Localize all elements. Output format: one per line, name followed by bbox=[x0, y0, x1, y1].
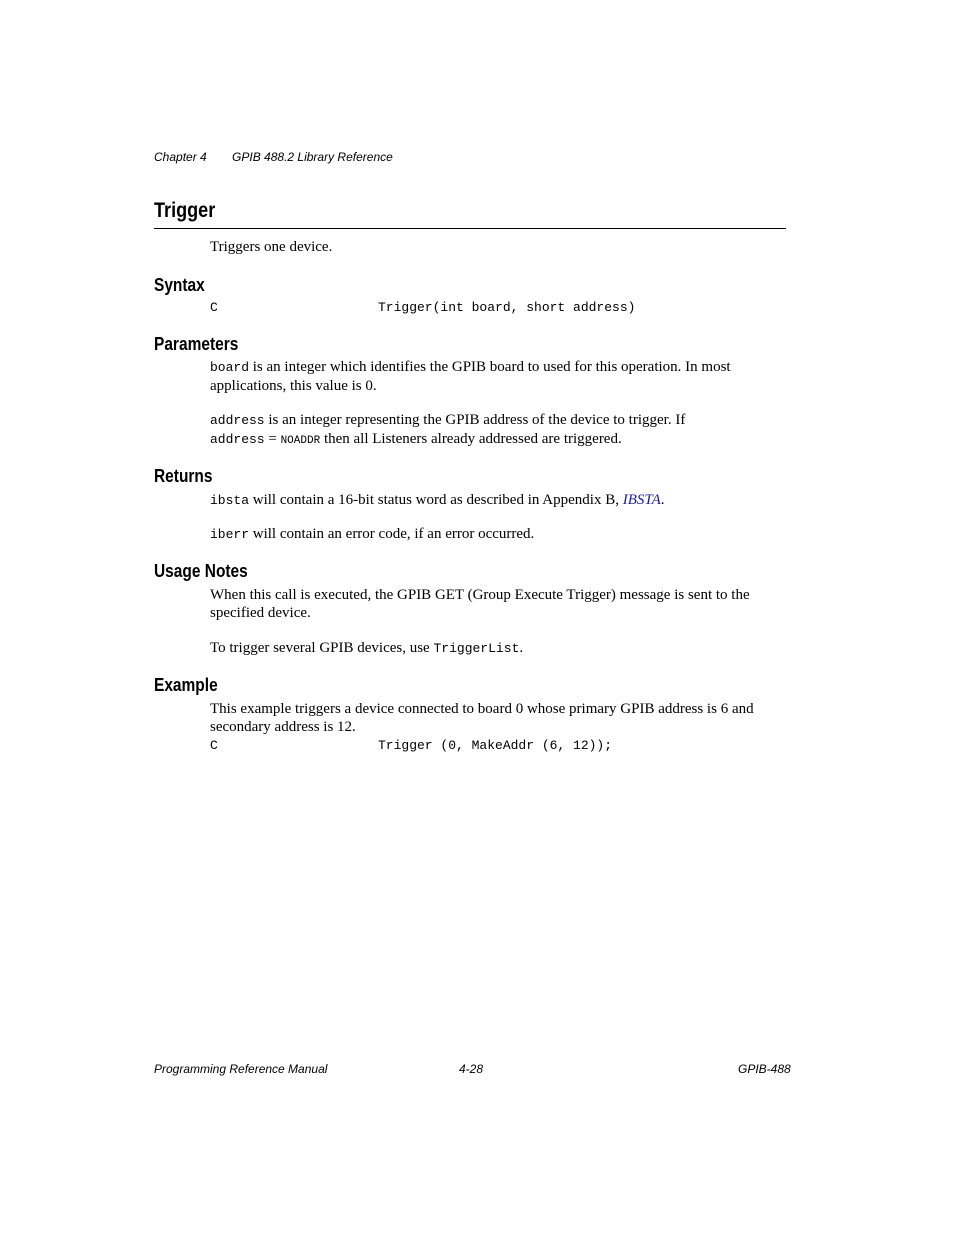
param-board-line1 bbox=[210, 358, 731, 377]
chapter-label: Chapter 4 bbox=[154, 150, 207, 164]
iberr-code: iberr bbox=[210, 527, 250, 542]
example-language: C bbox=[210, 738, 218, 753]
usage-line2: specified device. bbox=[210, 605, 311, 621]
param-address-code: address bbox=[210, 413, 265, 428]
usage-notes-heading: Usage Notes bbox=[154, 561, 248, 581]
example-heading: Example bbox=[154, 675, 218, 695]
syntax-code: Trigger(int board, short address) bbox=[378, 300, 636, 315]
running-header bbox=[154, 150, 393, 164]
returns-ibsta-line bbox=[210, 491, 665, 510]
usage-triggerlist-text: To trigger several GPIB devices, use bbox=[210, 640, 434, 656]
param-board-line2: applications, this value is 0. bbox=[210, 378, 377, 394]
page-title: Trigger bbox=[154, 199, 216, 222]
param-board-code: board bbox=[210, 360, 250, 375]
triggerlist-code: TriggerList bbox=[433, 641, 520, 656]
page-number: 4-28 bbox=[459, 1062, 484, 1076]
ibsta-code: ibsta bbox=[210, 493, 250, 508]
title-rule bbox=[154, 228, 786, 229]
returns-heading: Returns bbox=[154, 466, 213, 486]
footer-right: GPIB-488 bbox=[738, 1062, 791, 1076]
chapter-title: GPIB 488.2 Library Reference bbox=[232, 150, 393, 164]
usage-line3 bbox=[210, 639, 523, 658]
ibsta-link[interactable]: IBSTA bbox=[622, 492, 661, 508]
noaddr-constant: NOADDR bbox=[280, 435, 321, 447]
usage-end: . bbox=[519, 640, 524, 656]
usage-line1: When this call is executed, the GPIB GET (Group Execute Trigger) message is sent to the bbox=[210, 587, 750, 603]
returns-iberr-line bbox=[210, 525, 534, 544]
example-code: Trigger (0, MakeAddr (6, 12)); bbox=[378, 738, 613, 753]
summary-text: Triggers one device. bbox=[210, 239, 333, 255]
example-line2: secondary address is 12. bbox=[210, 719, 356, 735]
footer-left: Programming Reference Manual bbox=[154, 1062, 328, 1076]
param-board-desc: is an integer which identifies the GPIB board to used for this operation. In most bbox=[249, 359, 731, 375]
param-address-desc2: then all Listeners already addressed are triggered. bbox=[320, 431, 622, 447]
param-address-line1 bbox=[210, 411, 685, 430]
param-address-eq: = bbox=[264, 431, 281, 447]
syntax-language: C bbox=[210, 300, 218, 315]
param-address-line2 bbox=[210, 430, 622, 450]
param-address-code2: address bbox=[210, 432, 265, 447]
param-address-desc: is an integer representing the GPIB address of the device to trigger. If bbox=[264, 412, 686, 428]
example-line1: This example triggers a device connected to board 0 whose primary GPIB address is 6 and bbox=[210, 701, 754, 717]
syntax-heading: Syntax bbox=[154, 275, 205, 295]
ibsta-desc: will contain a 16-bit status word as described in Appendix B, bbox=[249, 492, 623, 508]
ibsta-end: . bbox=[660, 492, 665, 508]
iberr-desc: will contain an error code, if an error occurred. bbox=[249, 526, 535, 542]
parameters-heading: Parameters bbox=[154, 334, 239, 354]
